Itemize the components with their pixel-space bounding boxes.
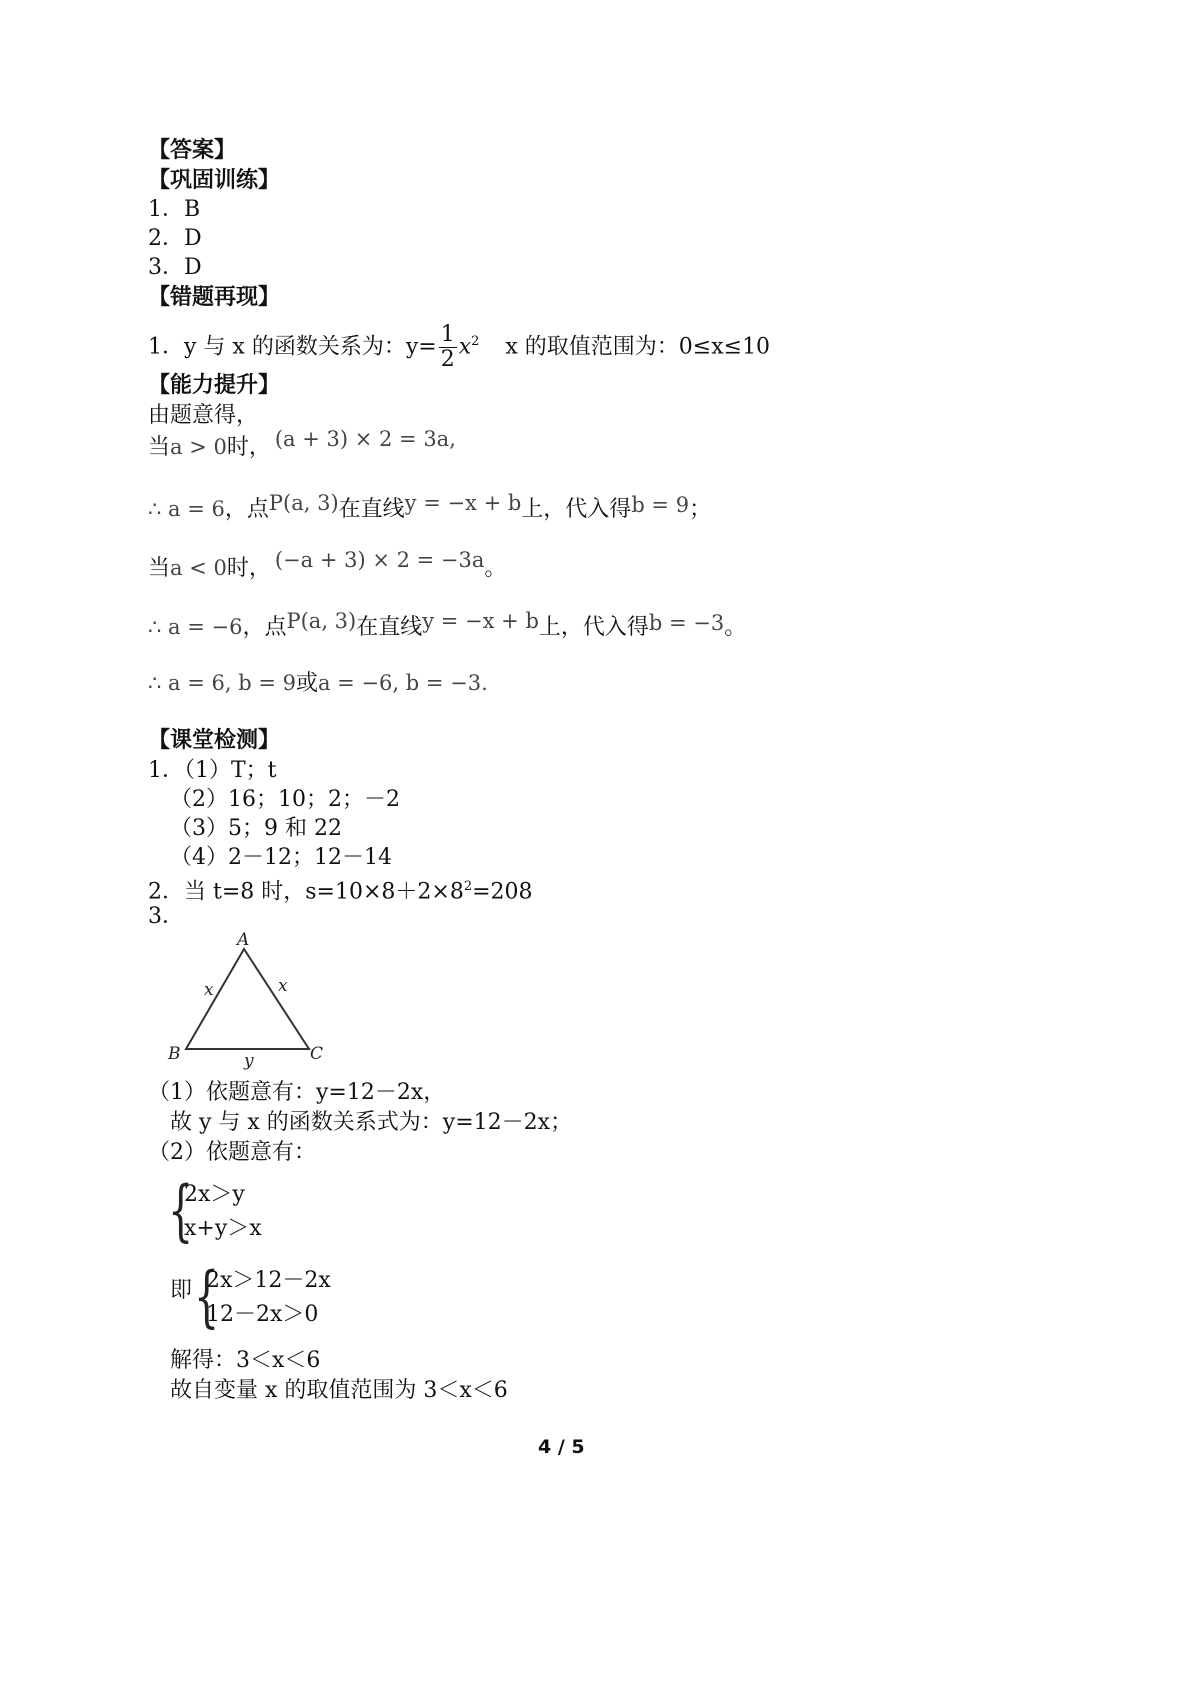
answer-header: 【答案】: [148, 138, 237, 163]
solve-line: 解得：3＜x＜6: [170, 1348, 321, 1373]
left-brace: {: [168, 1172, 194, 1249]
text: 。: [484, 556, 507, 581]
part2-line: （2）依题意有：: [148, 1140, 316, 1165]
text: 在直线: [356, 615, 423, 640]
ability-header: 【能力提升】: [148, 373, 281, 398]
text: 时，: [226, 556, 271, 581]
text: 。: [724, 615, 747, 640]
math-b-value: b = 9: [631, 493, 690, 517]
var-x: x: [458, 334, 472, 360]
system-2-prefix: 即: [170, 1278, 193, 1303]
consolidate-item: 2．D: [148, 226, 202, 251]
math-point: P(a, 3): [286, 609, 357, 633]
math-b-value: b = −3: [648, 611, 725, 635]
ability-line-3: [148, 548, 507, 584]
text: 在直线: [338, 497, 405, 522]
mistakes-header: 【错题再现】: [148, 285, 281, 310]
math-point: P(a, 3): [268, 491, 339, 515]
mistakes-line: [148, 313, 770, 376]
part1-line-b: 故 y 与 x 的函数关系式为：y=12－2x；: [170, 1110, 573, 1135]
text: 上，代入得: [538, 615, 649, 640]
system-1-line-2: x+y＞x: [184, 1216, 262, 1241]
ability-line-2: [148, 491, 712, 525]
text: 时，: [226, 435, 271, 460]
text: =208: [472, 879, 533, 905]
system-2-line-1: 2x＞12－2x: [206, 1268, 331, 1293]
conclusion-line: 故自变量 x 的取值范围为 3＜x＜6: [170, 1378, 508, 1403]
text: ，点: [242, 615, 287, 640]
part1-line-a: （1）依题意有：y=12－2x，: [148, 1080, 446, 1105]
q2-line: [148, 872, 533, 907]
ability-line-4: [148, 609, 747, 643]
q1-line-4: （4）2－12；12－14: [170, 845, 392, 870]
text: 2．当 t=8 时，s=10×8＋2×8: [148, 879, 464, 905]
text: ，点: [224, 497, 269, 522]
q1-line-2: （2）16；10；2；－2: [170, 787, 400, 812]
math-equation: (−a + 3) × 2 = −3a: [274, 548, 485, 572]
math-line: y = −x + b: [404, 491, 522, 515]
math-result: ∴ a = −6: [148, 615, 243, 639]
q1-line-1: 1．（1）T；t: [148, 758, 277, 783]
mistakes-suffix: x 的取值范围为：0≤x≤10: [505, 334, 771, 360]
text: 上，代入得: [521, 497, 632, 522]
vertex-c-label: C: [310, 1044, 324, 1064]
math-solution-2: a = −6, b = −3.: [317, 671, 488, 695]
math-condition: a > 0: [170, 435, 227, 459]
consolidate-item: 1．B: [148, 197, 201, 222]
exponent: 2: [463, 879, 473, 894]
text: 当: [148, 556, 171, 581]
classroom-header: 【课堂检测】: [148, 728, 281, 753]
math-result: ∴ a = 6: [148, 497, 225, 521]
mistakes-prefix: 1．y 与 x 的函数关系为：y=: [148, 334, 437, 360]
ability-line-5: [148, 668, 488, 699]
fraction: [439, 323, 457, 372]
vertex-b-label: B: [168, 1044, 181, 1064]
system-1-line-1: 2x＞y: [184, 1182, 245, 1207]
consolidate-header: 【巩固训练】: [148, 168, 281, 193]
system-2-line-2: 12－2x＞0: [206, 1302, 319, 1327]
side-right-label: x: [278, 976, 288, 996]
math-solution-1: ∴ a = 6, b = 9: [148, 671, 296, 695]
text: ；: [689, 497, 712, 522]
side-bottom-label: y: [244, 1051, 254, 1070]
q1-line-3: （3）5；9 和 22: [170, 816, 342, 841]
math-line: y = −x + b: [422, 609, 539, 633]
fraction-denominator: 2: [440, 346, 455, 372]
left-brace: {: [194, 1258, 220, 1335]
fraction-numerator: 1: [440, 321, 455, 347]
ability-intro: 由题意得，: [148, 403, 259, 428]
triangle-diagram: [160, 925, 340, 1070]
math-equation: (a + 3) × 2 = 3a,: [274, 427, 456, 451]
exponent: 2: [471, 334, 480, 349]
text: 或: [295, 671, 318, 696]
consolidate-item: 3．D: [148, 255, 202, 280]
q3-label: 3．: [148, 904, 184, 929]
math-condition: a < 0: [170, 556, 227, 580]
page-number: 4 / 5: [538, 1436, 585, 1458]
vertex-a-label: A: [237, 930, 250, 950]
ability-line-1: [148, 427, 456, 463]
side-left-label: x: [204, 980, 214, 1000]
text: 当: [148, 435, 171, 460]
